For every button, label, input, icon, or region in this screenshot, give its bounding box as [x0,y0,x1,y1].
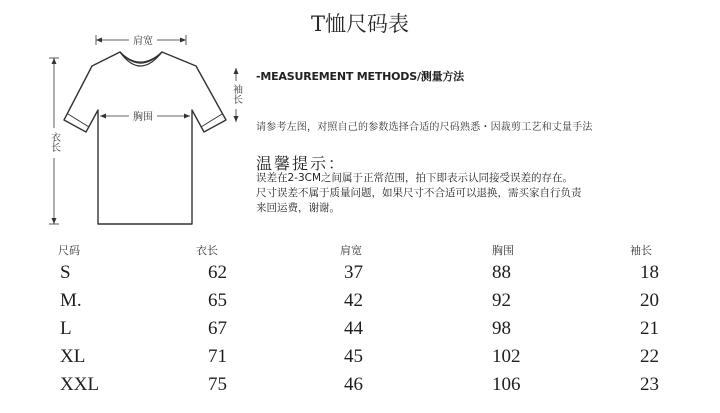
tips-line: 尺寸误差不属于质量问题，如果尺寸不合适可以退换，需买家自行负责 [256,187,582,199]
length-cell: 67 [208,318,227,339]
chest-label: 胸围 [133,112,153,123]
sleeve-label: 袖长 [230,84,242,104]
sleeve-cell: 18 [640,262,659,283]
sleeve-cell: 23 [640,374,659,395]
header-sleeve: 袖长 [630,244,652,257]
header-shoulder: 肩宽 [340,244,362,257]
shoulder-cell: 37 [344,262,363,283]
shoulder-cell: 46 [344,374,363,395]
tshirt-outline [64,52,226,224]
header-size: 尺码 [58,244,80,257]
chest-cell: 102 [492,346,521,367]
measurement-methods-heading: -MEASUREMENT METHODS/测量方法 [256,70,464,83]
sleeve-cell: 20 [640,290,659,311]
header-chest: 胸围 [492,244,514,257]
length-cell: 65 [208,290,227,311]
shoulder-cell: 42 [344,290,363,311]
sleeve-cell: 21 [640,318,659,339]
size-cell: XL [60,346,86,367]
tips-heading: 温馨提示： [256,154,347,173]
size-table [0,240,720,400]
chest-cell: 88 [492,262,511,283]
measurement-description: 请参考左图，对照自己的参数选择合适的尺码熟悉・因裁剪工艺和丈量手法 [256,122,593,133]
page-title: T恤尺码表 [310,12,409,36]
table-row [0,288,720,316]
shoulder-cell: 45 [344,346,363,367]
tips-line: 来回运费，谢谢。 [256,202,340,214]
length-label: 衣长 [48,132,60,152]
table-row [0,372,720,400]
size-cell: L [60,318,72,339]
length-cell: 62 [208,262,227,283]
chest-cell: 106 [492,374,521,395]
size-cell: S [60,262,71,283]
chest-cell: 98 [492,318,511,339]
length-cell: 71 [208,346,227,367]
header-length: 衣长 [196,244,218,257]
size-table-header [0,240,720,260]
tips-line: 误差在2-3CM之间属于正常范围，拍下即表示认同接受误差的存在。 [256,172,574,184]
size-cell: M. [60,290,82,311]
sleeve-cell: 22 [640,346,659,367]
tshirt-diagram [36,28,246,238]
table-row [0,260,720,288]
size-cell: XXL [60,374,100,395]
chest-cell: 92 [492,290,511,311]
length-cell: 75 [208,374,227,395]
tips-text [256,171,676,216]
shoulder-cell: 44 [344,318,363,339]
shoulder-width-label: 肩宽 [133,36,153,47]
table-row [0,316,720,344]
table-row [0,344,720,372]
